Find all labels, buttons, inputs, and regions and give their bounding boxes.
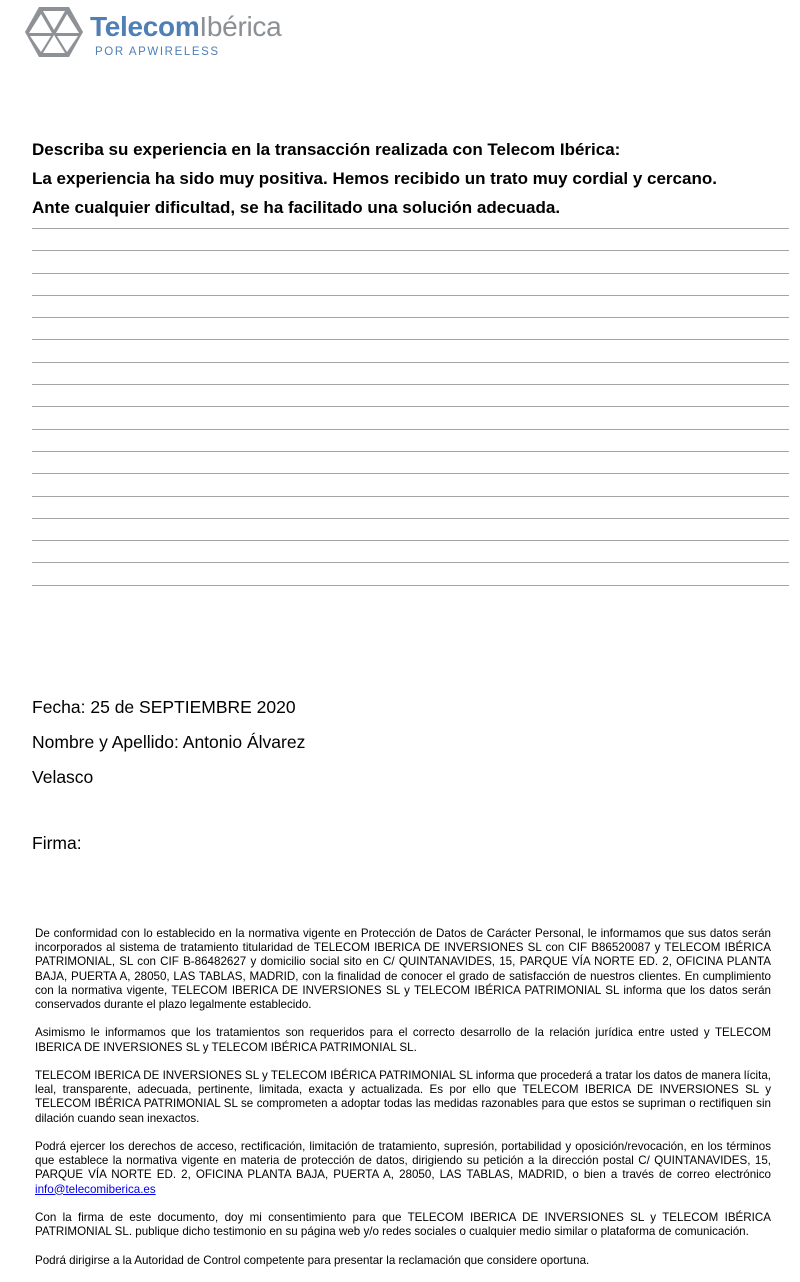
writing-line	[32, 518, 789, 540]
writing-line	[32, 540, 789, 562]
writing-line	[32, 384, 789, 406]
legal-paragraph: Con la firma de este documento, doy mi consentimiento para que TELECOM IBERICA DE INVERSIONES SL y TELECOM IBÉRICA PATRIMONIAL SL. publique dicho testimonio en su página web y/o redes sociales o cualquier medio similar o plataforma de comunicación.	[35, 1211, 771, 1239]
writing-line	[32, 295, 789, 317]
writing-line	[32, 250, 789, 272]
legal-paragraph: De conformidad con lo establecido en la normativa vigente en Protección de Datos de Carácter Personal, le informamos que sus datos serán incorporados al sistema de tratamiento titularidad de TELECOM IBERICA DE INVERSIONES SL con CIF B86520087 y TELECOM IBÉRICA PATRIMONIAL, SL con CIF B-86482627 y domicilio social sito en C/ QUINTANAVIDES, 15, PARQUE VÍA NORTE ED. 2, OFICINA PLANTA BAJA, PUERTA A, 28050, LAS TABLAS, MADRID, con la finalidad de conocer el grado de satisfacción de nuestros clientes. En cumplimiento con la normativa vigente, TELECOM IBERICA DE INVERSIONES SL y TELECOM IBÉRICA PATRIMONIAL SL informa que los datos serán conservados durante el plazo legalmente establecido.	[35, 927, 771, 1012]
writing-line	[32, 585, 789, 586]
writing-line	[32, 562, 789, 584]
name-field: Nombre y Apellido: Antonio Álvarez	[32, 732, 306, 752]
writing-line	[32, 273, 789, 295]
writing-line	[32, 362, 789, 384]
writing-line	[32, 451, 789, 473]
date-field: Fecha: 25 de SEPTIEMBRE 2020	[32, 697, 296, 717]
email-link[interactable]: info@telecomiberica.es	[35, 1182, 156, 1196]
legal-rights-text: Podrá ejercer los derechos de acceso, rectificación, limitación de tratamiento, supresión, portabilidad y oposición/revocación, en los términos que establece la normativa vigente en materia de protección de datos, dirigiendo su petición a la dirección postal C/ QUINTANAVIDES, 15, PARQUE VÍA NORTE ED. 2, OFICINA PLANTA BAJA, PUERTA A, 28050, LAS TABLAS, MADRID, o bien a través de correo electrónico	[35, 1140, 771, 1182]
name-field-continued: Velasco	[32, 767, 94, 787]
signature-label: Firma:	[32, 833, 82, 853]
legal-paragraph: Podrá dirigirse a la Autoridad de Control competente para presentar la reclamación que considere oportuna.	[35, 1253, 590, 1267]
writing-line	[32, 496, 789, 518]
brand-tagline: POR APWIRELESS	[95, 46, 220, 58]
writing-line	[32, 429, 789, 451]
answer-line: La experiencia ha sido muy positiva. Hemos recibido un trato muy cordial y cercano.	[32, 169, 717, 188]
experience-question	[32, 135, 792, 222]
writing-line	[32, 406, 789, 428]
legal-paragraph: Asimismo le informamos que los tratamientos son requeridos para el correcto desarrollo de la relación jurídica entre usted y TELECOM IBERICA DE INVERSIONES SL y TELECOM IBÉRICA PATRIMONIAL SL.	[35, 1026, 771, 1054]
legal-notice	[35, 927, 771, 1282]
writing-line	[32, 339, 789, 361]
brand-name-part1: Telecom	[90, 11, 200, 42]
form-fields	[32, 690, 305, 795]
legal-paragraph-rights	[35, 1140, 771, 1197]
brand-name-part2: Ibérica	[199, 11, 282, 42]
legal-paragraph: TELECOM IBERICA DE INVERSIONES SL y TELECOM IBÉRICA PATRIMONIAL SL informa que procederá a tratar los datos de manera lícita, leal, transparente, adecuada, pertinente, limitada, exacta y actualizada. Es por ello que TELECOM IBERICA DE INVERSIONES SL y TELECOM IBÉRICA PATRIMONIAL SL se comprometen a adoptar todas las medidas razonables para que estos se supriman o rectifiquen sin dilación cuando sean inexactos.	[35, 1069, 771, 1125]
brand-name	[90, 11, 281, 43]
company-logo	[24, 6, 344, 62]
writing-line	[32, 473, 789, 495]
question-line: Describa su experiencia en la transacción realizada con Telecom Ibérica:	[32, 140, 621, 159]
answer-line: Ante cualquier dificultad, se ha facilitado una solución adecuada.	[32, 198, 561, 217]
writing-line	[32, 228, 789, 250]
hexagon-logo-icon	[24, 6, 84, 58]
writing-lines	[32, 228, 789, 586]
writing-line	[32, 317, 789, 339]
